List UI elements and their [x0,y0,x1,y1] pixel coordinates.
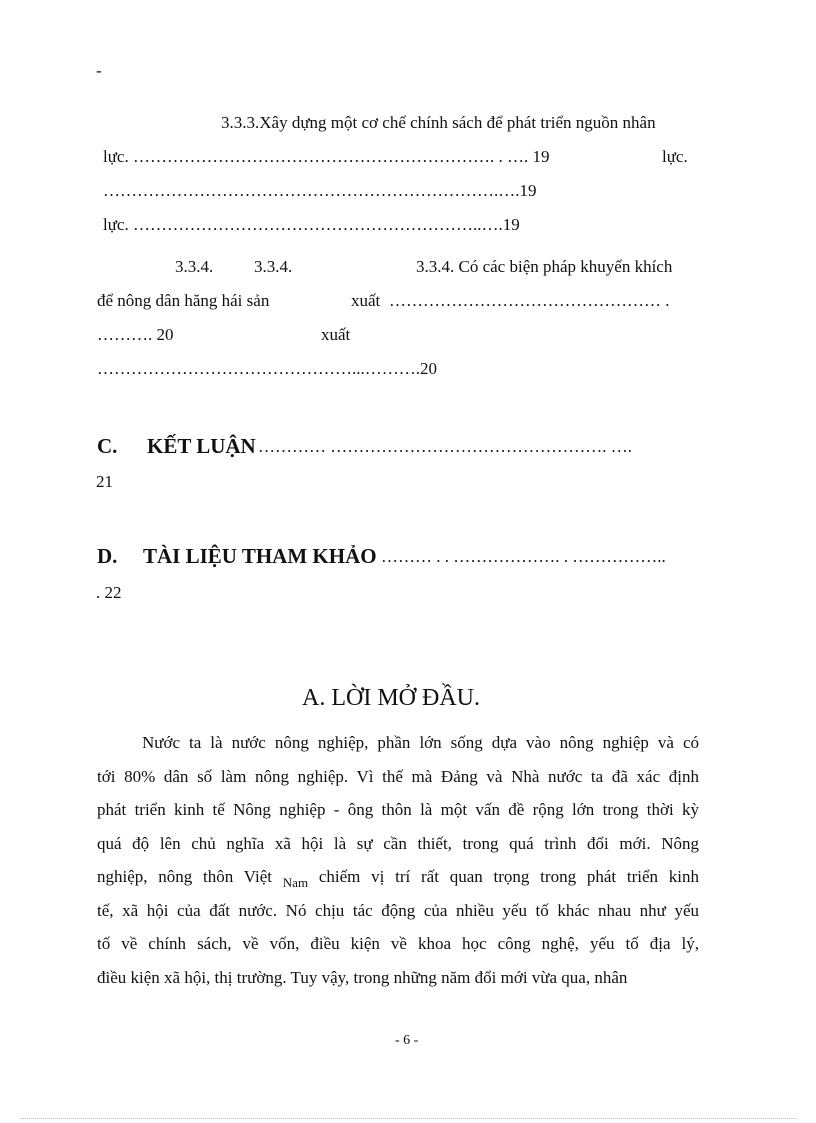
toc-section-c-letter: C. [97,434,118,458]
toc-section-d-page: . 22 [96,583,122,602]
intro-line-6: tế, xã hội của đất nước. Nó chịu tác động của nhiều yếu tố khác nhau như yếu [97,900,699,920]
bottom-dotted-rule [20,1118,796,1119]
toc-entry-334-line2-left: ………. 20 [97,325,174,344]
toc-entry-334-num-b: 3.3.4. [254,257,293,276]
toc-entry-334-line3: ………………………………………...……….20 [97,359,437,378]
toc-section-d-dots: ……… . . ………………. . …………….. [381,547,666,566]
intro-title: A. LỜI MỞ ĐẦU. [302,685,480,711]
intro-line-4: quá độ lên chủ nghĩa xã hội là sự cần thiết, trong quá trình đổi mới. Nông [97,833,699,853]
toc-entry-334-line2-mid: xuất [321,325,351,344]
toc-section-d-title: TÀI LIỆU THAM KHẢO [143,544,377,568]
page-number: - 6 - [395,1033,419,1048]
toc-entry-333-line1-right: lực. [662,147,688,166]
toc-entry-334-line1-right: ………………………………………… . [389,291,670,310]
toc-entry-334-heading: 3.3.4. Có các biện pháp khuyến khích [416,257,673,276]
intro-line-3: phát triển kinh tế Nông nghiệp - ông thôn là một vấn đề rộng lớn trong thời kỳ [97,800,699,819]
toc-entry-334-line1-mid: xuất [351,291,381,310]
intro-line-2: tới 80% dân số làm nông nghiệp. Vì thế mà Đảng và Nhà nước ta đã xác định [97,766,699,786]
intro-line-1: Nước ta là nước nông nghiệp, phần lớn sống dựa vào nông nghiệp và có [142,733,699,752]
toc-section-c-dots: ………… …………………………………………. …. [258,437,632,456]
dash-marker: - [96,61,102,80]
toc-entry-333-heading: 3.3.3.Xây dựng một cơ chế chính sách để phát triển nguồn nhân [221,113,656,132]
intro-paragraph [97,726,699,994]
intro-line-5-after: chiếm vị trí rất quan trọng trong phát triển kinh [318,867,700,886]
intro-line-5 [97,860,699,894]
intro-line-7: tố về chính sách, về vốn, điều kiện về khoa học công nghệ, yếu tố địa lý, [97,934,699,953]
toc-section-c-title: KẾT LUẬN [147,434,256,458]
toc-entry-333-line3: lực. ……………………………………………………..….19 [103,215,520,234]
toc-section-d-letter: D. [97,544,118,568]
toc-entry-334-num-a: 3.3.4. [175,257,214,276]
toc-entry-334-line1-left: để nông dân hăng hái sản [97,291,270,310]
toc-entry-333-line2: …………………………………………………………….….19 [103,181,537,200]
toc-entry-333-line1: lực. ………………………………………………………. . …. 19 [103,147,550,166]
intro-line-5-nam: Nam [282,875,309,890]
intro-line-8: điều kiện xã hội, thị trường. Tuy vậy, trong những năm đổi mới vừa qua, nhân [97,967,628,987]
intro-line-5-before: nghiệp, nông thôn Việt [97,867,272,886]
toc-section-c-page: 21 [96,472,113,491]
